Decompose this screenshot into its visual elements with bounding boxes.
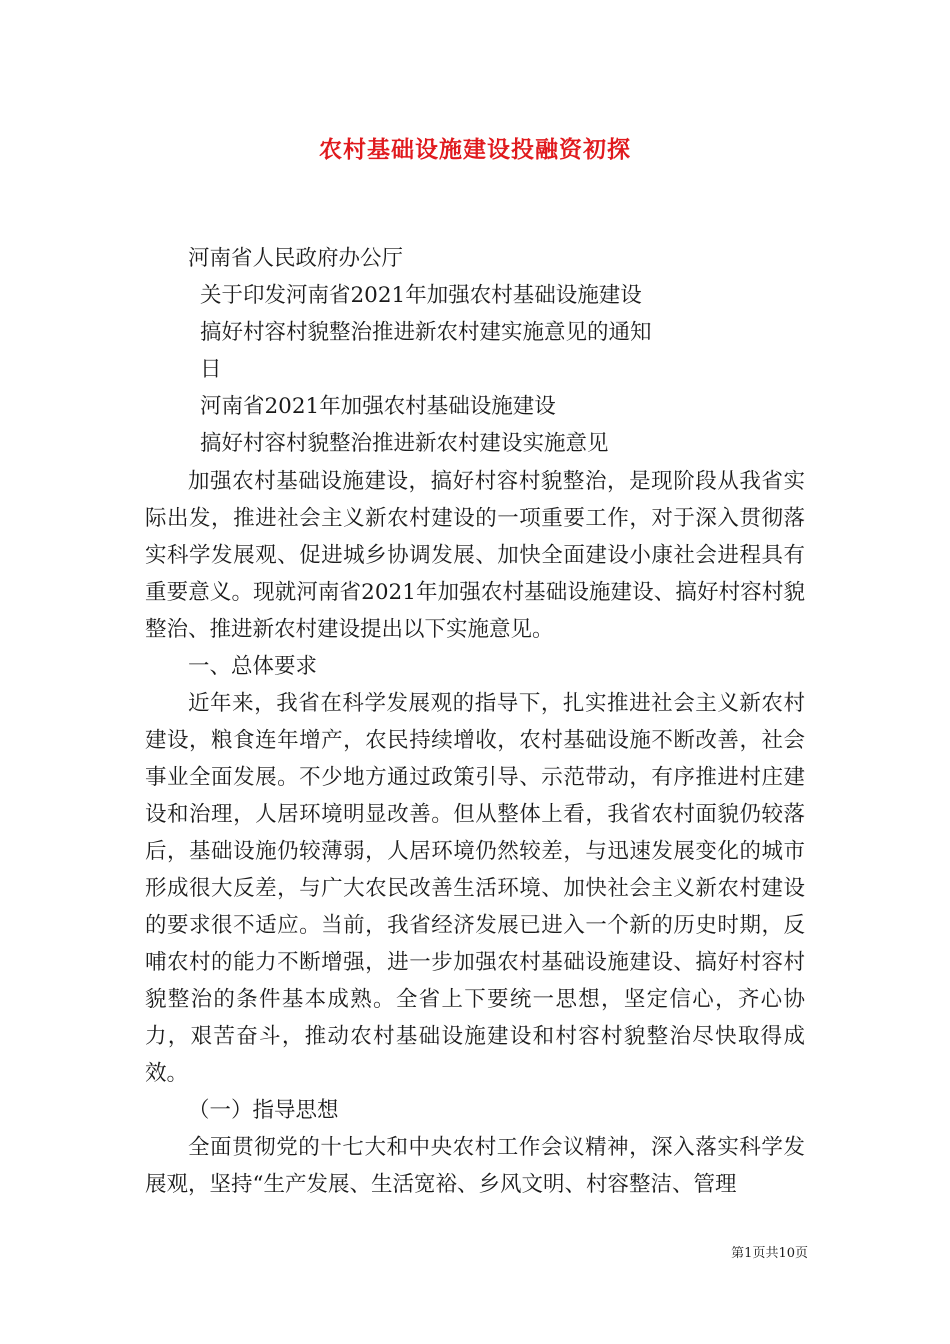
header-line-date: 日 (200, 357, 222, 382)
body-paragraph-guiding-ideology: 全面贯彻党的十七大和中央农村工作会议精神，深入落实科学发展观，坚持“生产发展、生活宽裕、乡风文明、村容整洁、管理 (145, 1135, 805, 1197)
header-line-notice-2: 搞好村容村貌整治推进新农村建实施意见的通知 (200, 320, 652, 345)
subsection-heading-guiding-ideology: （一）指导思想 (188, 1098, 339, 1123)
header-line-opinion-1: 河南省2021年加强农村基础设施建设 (200, 394, 556, 419)
body-paragraph-intro: 加强农村基础设施建设，搞好村容村貌整治，是现阶段从我省实际出发，推进社会主义新农村建设的一项重要工作，对于深入贯彻落实科学发展观、促进城乡协调发展、加快全面建设小康社会进程具有重要意义。现就河南省2021年加强农村基础设施建设、搞好村容村貌整治、推进新农村建设提出以下实施意见。 (145, 469, 805, 642)
page-number: 第1页共10页 (731, 1246, 808, 1261)
header-line-opinion-2: 搞好村容村貌整治推进新农村建设实施意见 (200, 431, 609, 456)
body-paragraph-background: 近年来，我省在科学发展观的指导下，扎实推进社会主义新农村建设，粮食连年增产，农民持续增收，农村基础设施不断改善，社会事业全面发展。不少地方通过政策引导、示范带动，有序推进村庄建设和治理，人居环境明显改善。但从整体上看，我省农村面貌仍较落后，基础设施仍较薄弱，人居环境仍然较差，与迅速发展变化的城市形成很大反差，与广大农民改善生活环境、加快社会主义新农村建设的要求很不适应。当前，我省经济发展已进入一个新的历史时期，反哺农村的能力不断增强，进一步加强农村基础设施建设、搞好村容村貌整治的条件基本成熟。全省上下要统一思想，坚定信心，齐心协力，艰苦奋斗，推动农村基础设施建设和村容村貌整治尽快取得成效。 (145, 691, 805, 1086)
section-heading-general-requirements: 一、总体要求 (188, 654, 318, 679)
header-line-issuer: 河南省人民政府办公厅 (188, 246, 404, 271)
document-title: 农村基础设施建设投融资初探 (319, 136, 631, 163)
header-line-notice-1: 关于印发河南省2021年加强农村基础设施建设 (200, 283, 642, 308)
